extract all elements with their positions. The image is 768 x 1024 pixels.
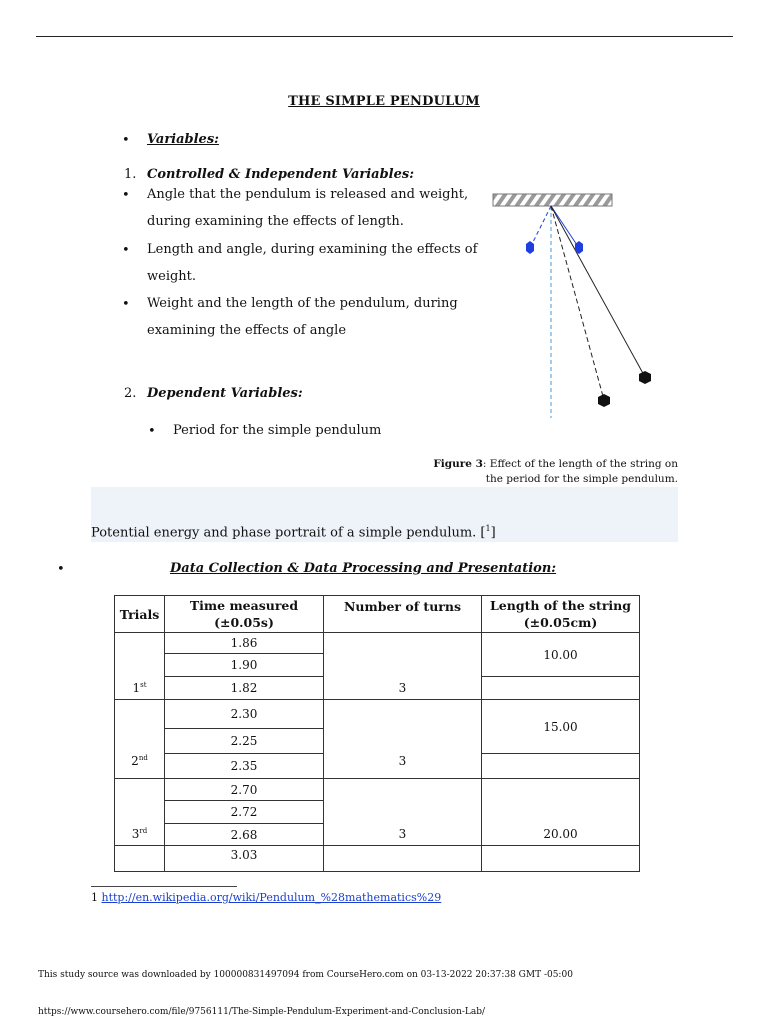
footnote-rule — [91, 886, 237, 887]
reference-superscript: 1 — [485, 524, 491, 533]
time-cell: 1.86 — [165, 633, 324, 654]
header-trials: Trials — [115, 596, 165, 633]
potential-energy-sentence: Potential energy and phase portrait of a simple pendulum. [ — [91, 525, 486, 541]
source-url: https://www.coursehero.com/file/9756111/The-Simple-Pendulum-Experiment-and-Conclusion-Lab/ — [38, 1007, 486, 1017]
trial-number: 2 — [131, 754, 139, 768]
time-cell: 2.30 — [165, 700, 324, 729]
variables-heading: Variables: — [147, 132, 219, 147]
data-heading: Data Collection & Data Processing and Presentation: — [170, 561, 557, 576]
list-number: 1. — [124, 167, 137, 182]
header-time-label: Time measured — [189, 598, 299, 613]
length-cell: 10.00 — [482, 633, 640, 677]
trial-cell — [115, 700, 165, 779]
list-item-line: during examining the effects of length. — [147, 214, 404, 229]
length-cell: 20.00 — [482, 779, 640, 846]
turns-cell-empty — [324, 846, 482, 872]
footnote — [91, 891, 441, 904]
figure-label: Figure 3 — [433, 458, 483, 470]
list-item-line: Length and angle, during examining the effects of — [147, 242, 478, 257]
pendulum-figure — [480, 185, 680, 425]
black-bob-long — [639, 371, 651, 384]
figure-caption-line1: : Effect of the length of the string on — [482, 458, 678, 470]
table-row — [115, 779, 640, 801]
list-item-line: examining the effects of angle — [147, 323, 347, 338]
header-turns: Number of turns — [324, 596, 482, 633]
bullet-dot: • — [122, 243, 130, 258]
footnote-link[interactable]: http://en.wikipedia.org/wiki/Pendulum_%28mathematics%29 — [101, 891, 442, 904]
time-cell: 2.25 — [165, 729, 324, 754]
time-cell: 3.03 — [165, 846, 324, 872]
time-cell: 2.35 — [165, 754, 324, 779]
support-bar — [493, 194, 612, 206]
length-cell-empty — [482, 846, 640, 872]
table-header-row — [115, 596, 640, 633]
reference-close-bracket: ] — [490, 525, 496, 541]
figure-caption — [430, 457, 678, 487]
table-row — [115, 846, 640, 872]
time-cell: 2.72 — [165, 801, 324, 824]
dependent-item: Period for the simple pendulum — [173, 423, 382, 438]
bullet-dot: • — [122, 297, 130, 312]
bullet-dot: • — [148, 424, 156, 439]
header-length-unit: (±0.05cm) — [523, 615, 598, 630]
trial-cell-empty — [115, 846, 165, 872]
header-length-label: Length of the string — [490, 598, 631, 613]
controlled-heading: Controlled & Independent Variables: — [147, 167, 415, 182]
bullet-dot: • — [57, 562, 65, 577]
potential-energy-text — [91, 524, 496, 540]
length-cell-empty — [482, 677, 640, 700]
time-cell: 2.68 — [165, 824, 324, 846]
short-string-right — [551, 206, 579, 248]
length-cell: 15.00 — [482, 700, 640, 754]
trial-number: 3 — [131, 827, 140, 841]
trial-cell — [115, 633, 165, 700]
trial-cell — [115, 779, 165, 846]
header-time-unit: (±0.05s) — [214, 615, 274, 630]
blue-bob-left — [526, 241, 534, 254]
table-row — [115, 700, 640, 729]
download-notice: This study source was downloaded by 100000831497094 from CourseHero.com on 03-13-2022 20:37:38 GMT -05:00 — [38, 970, 573, 980]
bullet-dot: • — [122, 133, 130, 148]
length-cell-empty — [482, 754, 640, 779]
list-item-line: weight. — [147, 269, 197, 284]
short-string-left — [530, 206, 551, 248]
turns-cell: 3 — [324, 700, 482, 779]
dependent-heading: Dependent Variables: — [147, 386, 303, 401]
trial-suffix: rd — [139, 827, 148, 835]
trial-suffix: st — [140, 681, 147, 689]
time-cell: 1.82 — [165, 677, 324, 700]
time-cell: 2.70 — [165, 779, 324, 801]
trial-suffix: nd — [138, 754, 148, 762]
page-title: THE SIMPLE PENDULUM — [288, 94, 480, 109]
trial-number: 1 — [132, 681, 141, 695]
figure-caption-line2: the period for the simple pendulum. — [485, 473, 678, 485]
time-cell: 1.90 — [165, 654, 324, 677]
list-number: 2. — [124, 386, 137, 401]
table-row — [115, 633, 640, 654]
top-rule — [36, 36, 733, 37]
list-item-line: Weight and the length of the pendulum, during — [147, 296, 458, 311]
footnote-number: 1 — [91, 891, 98, 904]
long-string — [551, 206, 645, 377]
header-length — [482, 596, 640, 633]
turns-cell: 3 — [324, 633, 482, 700]
bullet-dot: • — [122, 188, 130, 203]
long-string-dashed — [551, 206, 604, 400]
black-bob-dashed — [598, 394, 610, 407]
data-table — [114, 595, 640, 872]
turns-cell: 3 — [324, 779, 482, 846]
header-time — [165, 596, 324, 633]
list-item-line: Angle that the pendulum is released and weight, — [147, 187, 469, 202]
